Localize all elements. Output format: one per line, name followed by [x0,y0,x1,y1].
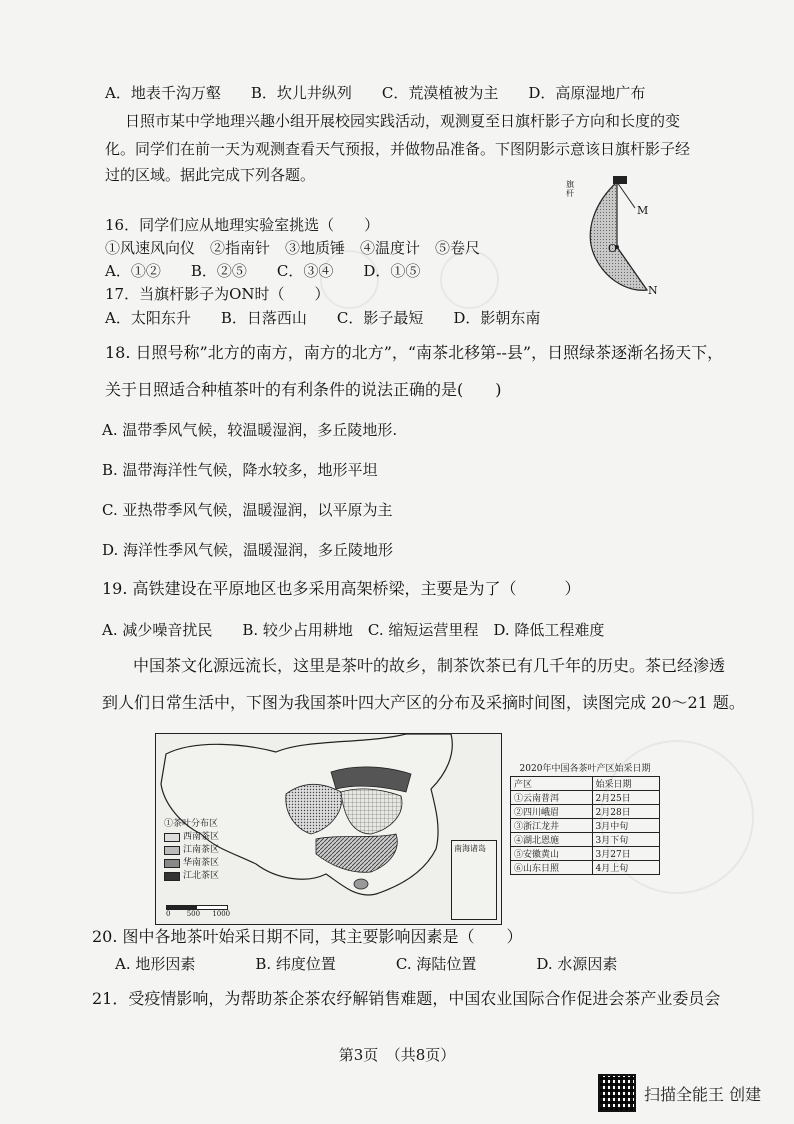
legend-item [164,831,219,844]
diagram-label-m: M [637,204,649,217]
table-cell: ②四川峨眉 [511,805,593,819]
diagram-label-o: O [608,242,618,255]
harvest-date-table [510,762,660,887]
question-21-stem: 21．受疫情影响，为帮助茶企茶农纾解销售难题，中国农业国际合作促进会茶产业委员会 [92,989,721,1008]
table-cell: 3月下旬 [592,833,659,847]
table-header-cell: 产区 [511,777,593,791]
table-cell: ①云南普洱 [511,791,593,805]
table-cell: 2月25日 [592,791,659,805]
table-row [511,777,660,791]
tea-region-map [155,733,502,925]
question-18-option-c: C. 亚热带季风气候，温暖湿润，以平原为主 [102,501,393,519]
scale-tick: 0 [166,910,171,918]
intro-paragraph-line: 日照市某中学地理兴趣小组开展校园实践活动，观测夏至日旗杆影子方向和长度的变 [125,112,681,130]
question-18-option-b: B. 温带海洋性气候，降水较多，地形平坦 [102,461,378,479]
legend-label: 西南茶区 [183,832,220,842]
legend-label: 江南茶区 [183,845,220,855]
diagram-label-n: N [648,284,658,297]
table-header-cell: 始采日期 [592,777,659,791]
table-cell: ⑥山东日照 [511,861,593,875]
legend-item [164,857,219,870]
south-china-sea-inset [451,840,497,920]
question-17-stem: 17．当旗杆影子为ON时（ ） [105,285,330,303]
legend-swatch [164,859,180,868]
table-cell: ④湖北恩施 [511,833,593,847]
legend-item [164,818,219,831]
table-row [511,819,660,833]
intro-paragraph-line: 化。同学们在前一天为观测查看天气预报，并做物品准备。下图阴影示意该日旗杆影子经 [105,140,691,158]
table-cell: 3月中旬 [592,819,659,833]
question-20-options: A. 地形因素 B. 纬度位置 C. 海陆位置 D. 水源因素 [115,955,618,973]
intro-paragraph-line: 过的区域。据此完成下列各题。 [105,166,316,184]
legend-label: ①茶叶分布区 [164,819,219,829]
question-17-options: A．太阳东升 B．日落西山 C．影子最短 D．影朝东南 [105,309,541,327]
qr-code-icon [598,1074,636,1112]
diagram-flag-label: 旗杆 [566,180,574,198]
table-cell: ⑤安徽黄山 [511,847,593,861]
bleed-through-ring [440,250,499,309]
tea-intro-line: 到人们日常生活中，下图为我国茶叶四大产区的分布及采摘时间图，读图完成 20～21 题。 [102,693,745,712]
legend-item [164,870,219,883]
legend-swatch [164,846,180,855]
harvest-table-title: 2020年中国各茶叶产区始采日期 [519,764,651,774]
map-scale-bar [166,905,230,918]
table-row [511,847,660,861]
question-16-stem: 16．同学们应从地理实验室挑选（ ） [105,216,380,234]
scale-tick: 1000 [212,910,231,918]
table-row [511,791,660,805]
question-18-stem: 18. 日照号称”北方的南方，南方的北方”，“南茶北移第--县”，日照绿茶逐渐名扬天下， [105,343,724,362]
legend-swatch [164,833,180,842]
table-row [511,805,660,819]
legend-label: 江北茶区 [183,871,220,881]
table-row [511,833,660,847]
table-cell: 3月27日 [592,847,659,861]
inset-label: 南海诸岛 [454,844,486,853]
watermark-text: 扫描全能王 创建 [644,1084,762,1104]
question-18-stem: 关于日照适合种植茶叶的有利条件的说法正确的是( ) [105,380,502,399]
scanner-watermark [598,1074,761,1112]
flagpole-shadow-diagram [575,172,675,307]
legend-item [164,844,219,857]
question-16-options: A．①② B．②⑤ C．③④ D．①⑤ [105,262,421,280]
table-cell: ③浙江龙井 [511,819,593,833]
map-legend [164,818,219,883]
question-19-stem: 19. 高铁建设在平原地区也多采用高架桥梁，主要是为了（ ） [102,579,581,598]
question-19-options: A. 减少噪音扰民 B. 较少占用耕地 C. 缩短运营里程 D. 降低工程难度 [102,621,605,639]
table-cell: 2月28日 [592,805,659,819]
legend-label: 华南茶区 [183,858,220,868]
legend-swatch [164,872,180,881]
question-18-option-a: A. 温带季风气候，较温暖湿润，多丘陵地形. [102,421,398,439]
question-18-option-d: D. 海洋性季风气候，温暖湿润，多丘陵地形 [102,541,394,559]
table-row [511,861,660,875]
scale-tick: 500 [186,910,201,918]
options-line: A．地表千沟万壑 B．坎儿井纵列 C．荒漠植被为主 D．高原湿地广布 [105,84,646,102]
question-20-stem: 20. 图中各地茶叶始采日期不同，其主要影响因素是（ ） [92,927,523,946]
tea-intro-line: 中国茶文化源远流长，这里是茶叶的故乡，制茶饮茶已有几千年的历史。茶已经渗透 [133,656,726,675]
question-16-items: ①风速风向仪 ②指南针 ③地质锤 ④温度计 ⑤卷尺 [105,239,481,257]
table-cell: 4月上旬 [592,861,659,875]
page-footer: 第3页 （共8页） [338,1046,456,1064]
